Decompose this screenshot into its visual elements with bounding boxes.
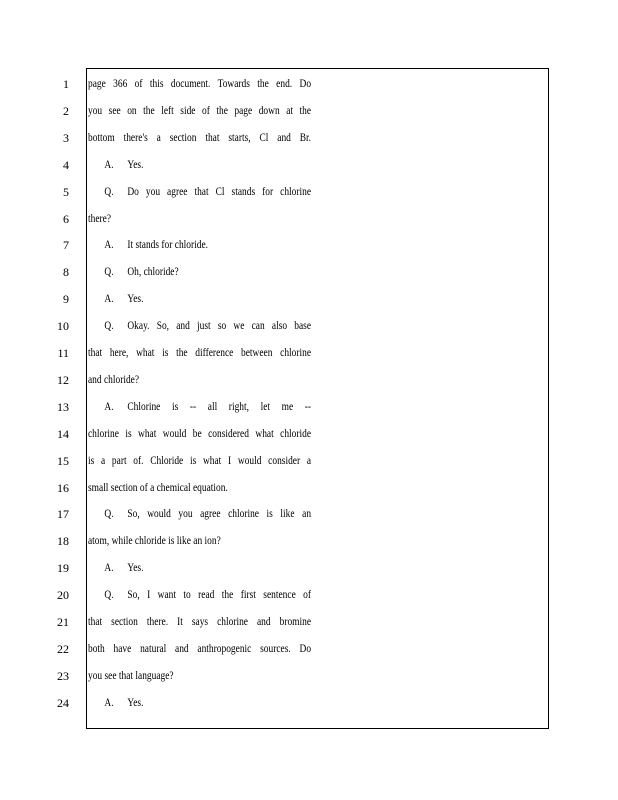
transcript-line: small section of a chemical equation. (88, 481, 228, 494)
transcript-line (88, 265, 311, 279)
line-number: 1 (63, 77, 69, 91)
transcript-line: you see that language? (88, 669, 174, 682)
line-number: 22 (57, 641, 69, 656)
speaker-label: A. (104, 400, 114, 413)
speaker-label: A. (104, 239, 114, 252)
transcript-line: that here, what is the difference between chlorine (88, 347, 312, 359)
speaker-label: Q. (104, 266, 114, 279)
transcript-line: atom, while chloride is like an ion? (88, 535, 221, 548)
line-number: 4 (63, 157, 69, 172)
transcript-line: that section there. It says chlorine and bromine (88, 616, 312, 628)
line-content: It stands for chloride. (127, 239, 209, 252)
line-number: 15 (57, 453, 69, 468)
speaker-label: Q. (104, 185, 114, 198)
speaker-label: Q. (104, 320, 114, 333)
transcript-line: is a part of. Chloride is what I would consider a (88, 454, 312, 467)
line-number: 9 (63, 292, 69, 307)
line-number: 7 (63, 238, 69, 253)
speaker-label: A. (104, 293, 114, 306)
transcript-line (88, 158, 311, 172)
line-number: 13 (57, 399, 69, 414)
speaker-label: A. (104, 158, 114, 171)
line-content: Yes. (127, 158, 144, 171)
line-content: Yes. (127, 562, 144, 575)
transcript-line: both have natural and anthropogenic sources. Do (88, 642, 312, 655)
line-content: Chlorine is -- all right, let me -- (127, 400, 312, 413)
transcript-line (88, 507, 311, 521)
transcript-line (88, 696, 311, 710)
line-content: Do you agree that Cl stands for chlorine (127, 185, 312, 198)
line-content: So, would you agree chlorine is like an (127, 508, 312, 521)
line-number: 18 (57, 534, 69, 549)
line-number: 6 (63, 211, 69, 226)
line-number: 3 (63, 130, 69, 145)
speaker-label: Q. (104, 589, 114, 602)
transcript-line: bottom there's a section that starts, Cl and Br. (88, 131, 312, 144)
line-content: Oh, chloride? (127, 266, 179, 279)
transcript-line (88, 561, 311, 575)
line-number: 17 (57, 507, 69, 522)
line-number: 12 (57, 372, 69, 387)
line-number: 8 (63, 265, 69, 280)
transcript-line (88, 238, 311, 252)
line-number: 19 (57, 561, 69, 576)
line-number: 14 (57, 426, 69, 441)
transcript-line (88, 185, 311, 199)
transcript-line: there? (88, 212, 112, 225)
line-number: 2 (63, 103, 69, 118)
transcript-line (88, 292, 311, 306)
line-number: 10 (57, 319, 69, 334)
transcript-line: you see on the left side of the page down at the (88, 104, 312, 117)
line-content: Yes. (127, 696, 144, 709)
transcript-line: page 366 of this document. Towards the end. Do (88, 78, 312, 90)
transcript-line: and chloride? (88, 373, 140, 386)
transcript-line: chlorine is what would be considered what chloride (88, 427, 312, 440)
speaker-label: A. (104, 562, 114, 575)
line-content: Okay. So, and just so we can also base (127, 320, 312, 333)
line-number: 11 (57, 346, 69, 360)
speaker-label: A. (104, 696, 114, 709)
line-number: 23 (57, 668, 69, 683)
transcript-line (88, 400, 311, 414)
speaker-label: Q. (104, 508, 114, 521)
line-content: So, I want to read the first sentence of (127, 589, 312, 602)
line-number: 20 (57, 588, 69, 603)
transcript-line (88, 319, 311, 333)
line-content: Yes. (127, 293, 144, 306)
line-number: 24 (57, 695, 69, 710)
line-number: 21 (57, 615, 69, 629)
line-number: 16 (57, 480, 69, 495)
line-number: 5 (63, 184, 69, 199)
transcript-line (88, 588, 311, 602)
